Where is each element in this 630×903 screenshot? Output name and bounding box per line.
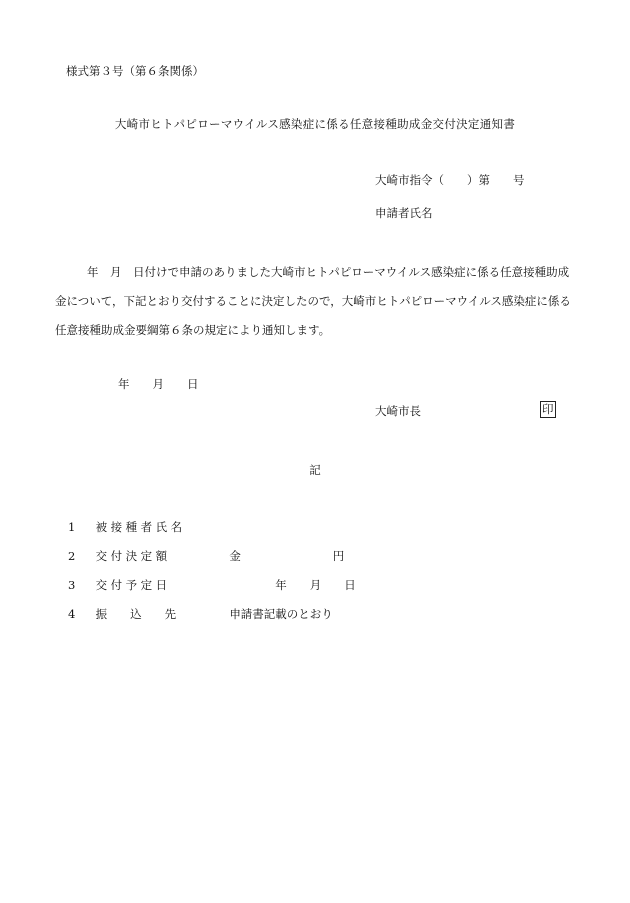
document-number: 大崎市指令（ ）第 号 [375, 173, 525, 187]
document-title: 大崎市ヒトパピローマウイルス感染症に係る任意接種助成金交付決定通知書 [114, 117, 516, 131]
item-value: 年 月 日 [229, 578, 356, 592]
list-item [68, 548, 344, 564]
list-item [68, 577, 356, 593]
item-value: 申請書記載のとおり [229, 607, 333, 621]
issuer-name: 大崎市長 [375, 404, 421, 418]
item-number: 2 [68, 549, 76, 563]
notice-body-text: 年 月 日付けで申請のありました大崎市ヒトパピローマウイルス感染症に係る任意接種助成金について，下記とおり交付することに決定したので，大崎市ヒトパピローマウイルス感染症に係る任意接種助成金要綱第６条の規定により通知します。 [55, 265, 571, 337]
issue-date: 年 月 日 [118, 377, 199, 391]
item-label: 交付決定額 [95, 549, 171, 563]
item-label: 交付予定日 [95, 578, 171, 592]
item-number: 3 [68, 578, 76, 592]
item-number: 4 [68, 607, 76, 621]
item-value: 金 円 [229, 549, 345, 563]
item-label: 被接種者氏名 [95, 520, 186, 534]
list-item [68, 519, 229, 535]
form-number: 様式第３号（第６条関係） [66, 64, 204, 78]
list-item [68, 606, 333, 622]
ki-heading: 記 [309, 463, 321, 477]
seal-stamp: 印 [542, 402, 554, 416]
item-number: 1 [68, 520, 76, 534]
item-label: 振 込 先 [95, 607, 177, 621]
notice-body [55, 258, 575, 345]
applicant-name-label: 申請者氏名 [375, 206, 433, 220]
